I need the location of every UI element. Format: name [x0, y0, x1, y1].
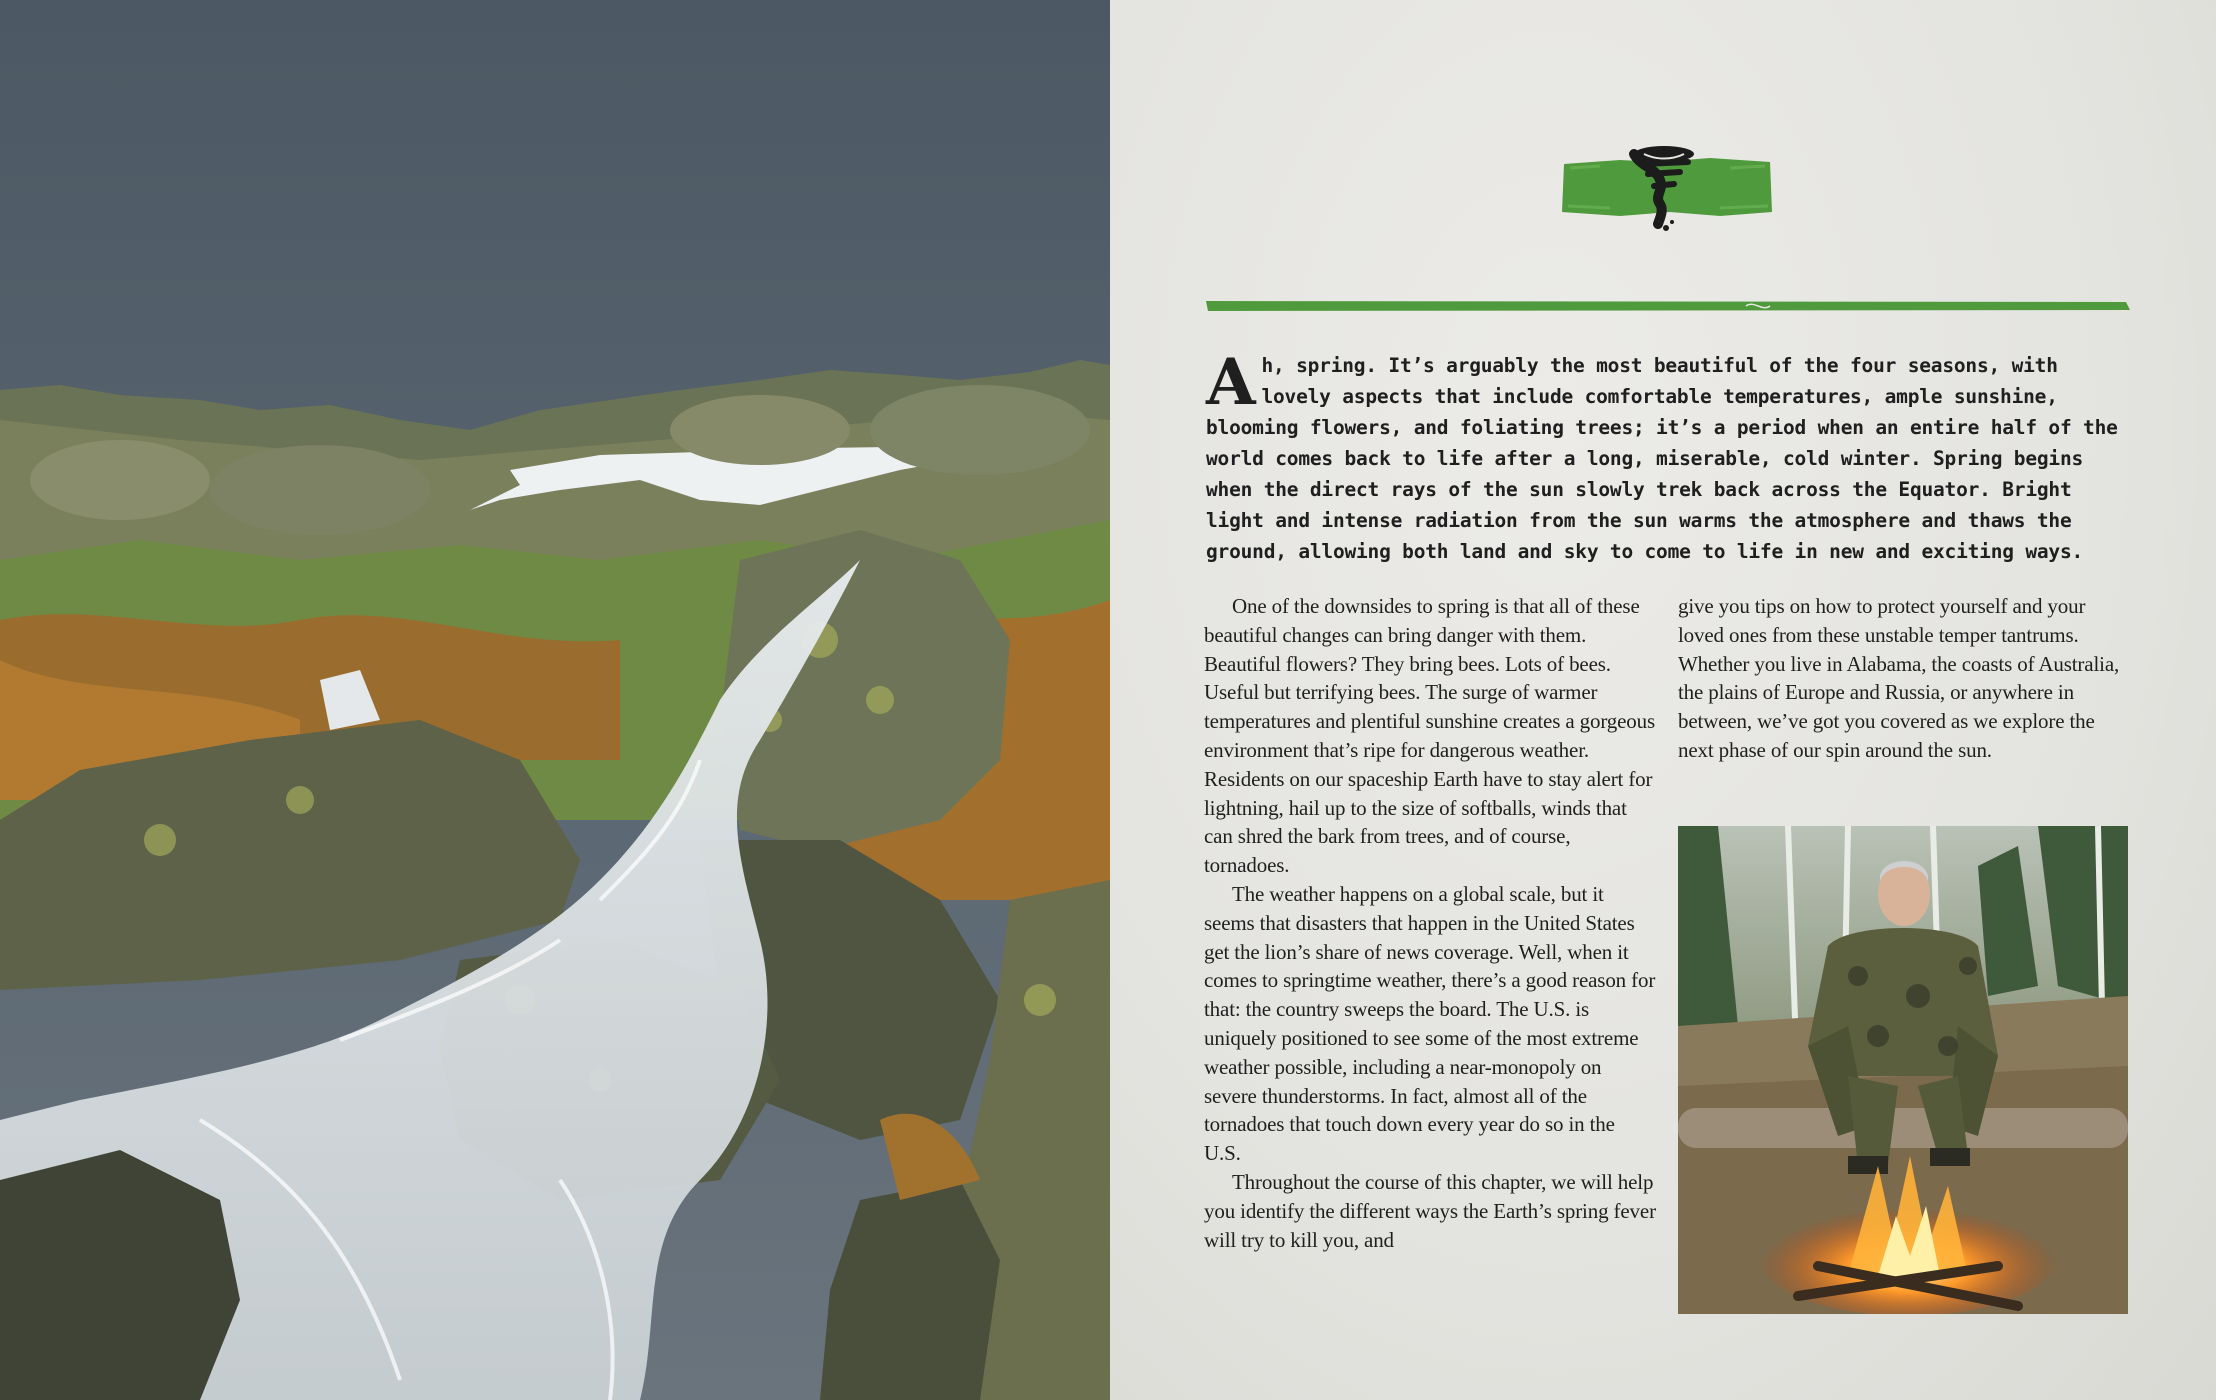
body-paragraph-3: Throughout the course of this chapter, we will help you identify the different ways the Earth’s spring fever will try to kill you, and — [1204, 1169, 1656, 1252]
lede-paragraph — [1206, 345, 2136, 567]
chapter-emblem — [1560, 142, 1774, 234]
body-paragraph-1: One of the downsides to spring is that all of these beautiful changes can bring danger with them. Beautiful flowers? They bring bees. Lots of bees. Useful but terrifying bees. The surge of warmer temperatures and plentiful sunshine creates a gorgeous environment that’s ripe for dangerous weather. Residents on our spaceship Earth have to stay alert for lightning, hail up to the size of softballs, winds that can shred the bark from trees, and of course, tornadoes. — [1204, 594, 1656, 878]
body-paragraph-4: give you tips on how to protect yourself and your loved ones from these unstable temper tantrums. Whether you live in Alabama, the coasts of Australia, the plains of Europe and Russia, or anywhere in between, we’ve got you covered as we explore the next phase of our spin around the sun. — [1678, 594, 2120, 762]
body-column-right — [1678, 592, 2128, 765]
lede-text: h, spring. It’s arguably the most beautiful of the four seasons, with lovely aspects that include comfortable temperatures, ample sunshine, blooming flowers, and foliating trees; it’s a period when an entire half of the world comes back to life after a long, miserable, cold winter. Spring begins when the direct rays of the sun slowly trek back across the Equator. Bright light and intense radiation from the sun warms the atmosphere and thaws the ground, allowing both land and sky to come to life in new and exciting ways. — [1206, 354, 2118, 563]
green-divider-rule — [1206, 298, 2130, 314]
campfire-survivalist-photo — [1678, 826, 2128, 1314]
tornado-icon — [1560, 142, 1774, 234]
drop-cap: A — [1206, 345, 1256, 420]
body-paragraph-2: The weather happens on a global scale, but it seems that disasters that happen in the United States get the lion’s share of news coverage. Well, when it comes to springtime weather, there’s a good reason for that: the country sweeps the board. The U.S. is uniquely positioned to see some of the most extreme weather possible, including a near-monopoly on severe thunderstorms. In fact, almost all of the tornadoes that touch down every year do so in the U.S. — [1204, 881, 1656, 1166]
body-column-left — [1204, 592, 1656, 1254]
text-page — [1110, 0, 2216, 1400]
